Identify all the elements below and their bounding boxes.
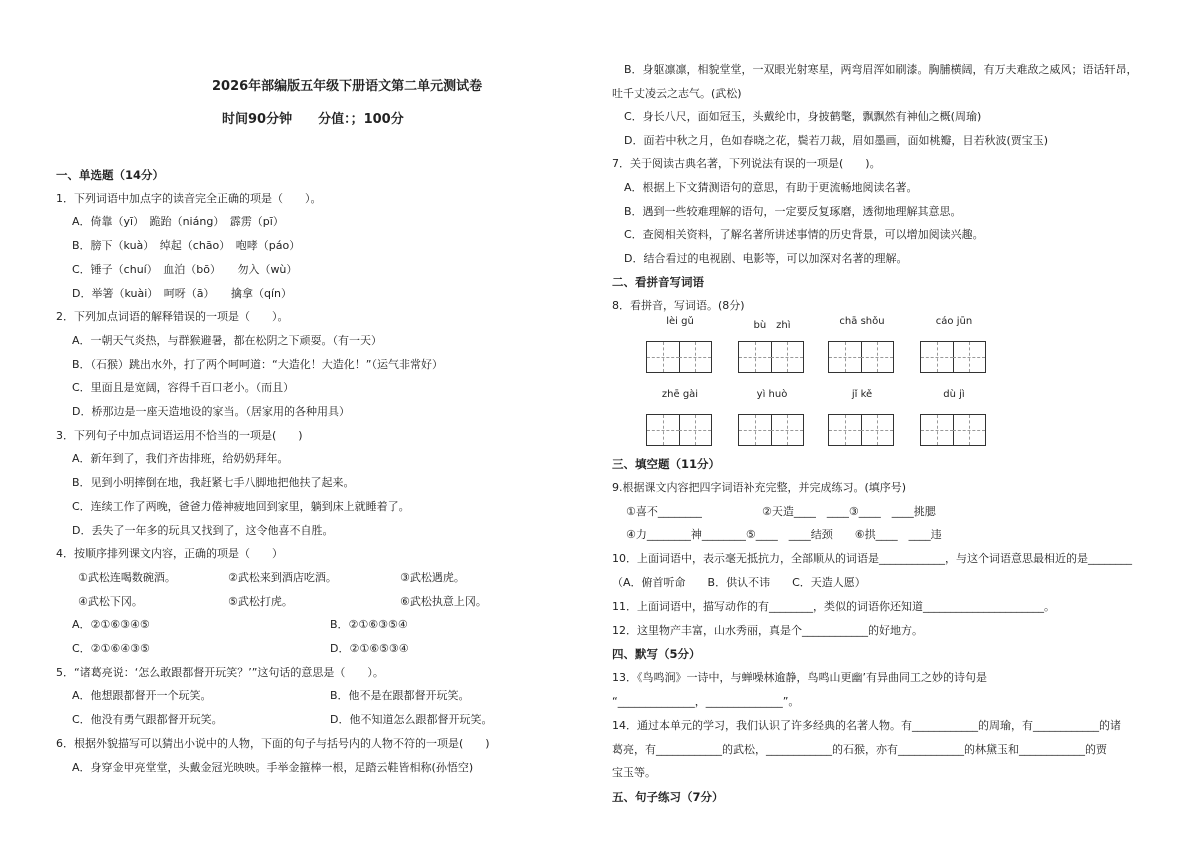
question-line: A．倚靠（yī） 跪跆（niáng） 霹雳（pī） <box>72 215 284 229</box>
question-line: B．遇到一些较难理解的语句，一定要反复琢磨，透彻地理解其意思。 <box>624 204 962 218</box>
tian-zi-ge-box[interactable] <box>920 341 986 373</box>
tian-zi-ge-box[interactable] <box>828 341 894 373</box>
question-line: 2．下列加点词语的解释错误的一项是（ ）。 <box>56 310 289 324</box>
pinyin-label: chā shǒu <box>839 316 885 327</box>
option-text: ③武松遇虎。 <box>400 570 465 584</box>
tian-zi-ge-box[interactable] <box>646 341 712 373</box>
question-line: 吐千丈凌云之志气。(武松) <box>612 86 742 100</box>
pinyin-label: jǐ kě <box>851 389 873 400</box>
option-text: ④力________神________⑤____ ____结颈 ⑥拱____ ____违 <box>626 528 942 542</box>
question-line: 10．上面词语中，表示毫无抵抗力，全部顺从的词语是____________，与这个词语意思最相近的是________ <box>612 552 1132 566</box>
tian-zi-ge-box[interactable] <box>920 414 986 446</box>
option-text: A．他想跟都督开一个玩笑。 <box>72 689 212 703</box>
question-line: 1．下列词语中加点字的读音完全正确的项是（ ）。 <box>56 191 322 205</box>
question-line: 14．通过本单元的学习，我们认识了许多经典的名著人物。有____________的周瑜，有____________的诸 <box>612 718 1121 732</box>
option-text: ①武松连喝数碗酒。 <box>78 570 176 584</box>
question-line: C．连续工作了两晚，爸爸力倦神疲地回到家里，躺到床上就睡着了。 <box>72 499 410 513</box>
question-line: B．身躯凛凛，相貌堂堂，一双眼光射寒星，两弯眉浑如刷漆。胸脯横阔，有万夫难敌之威风；语话轩昂， <box>624 63 1138 76</box>
question-line: D．面若中秋之月，色如春晓之花，鬓若刀裁，眉如墨画，面如桃瓣，目若秋波(贾宝玉) <box>624 133 1049 147</box>
pinyin-label: dù jì <box>943 389 965 400</box>
section-heading: 四、默写（5分） <box>612 647 701 662</box>
pinyin-label: bù zhì <box>753 320 791 331</box>
exam-title: 2026年部编版五年级下册语文第二单元测试卷 <box>212 79 483 94</box>
tian-zi-ge-box[interactable] <box>828 414 894 446</box>
option-text: C．②①⑥④③⑤ <box>72 642 150 655</box>
option-text: ②武松来到酒店吃酒。 <box>228 570 337 584</box>
question-line: 11．上面词语中，描写动作的有________，类似的词语你还知道______________________。 <box>612 599 1055 613</box>
question-line: C．身长八尺，面如冠玉，头戴纶巾，身披鹤氅，飘飘然有神仙之概(周瑜) <box>624 110 982 124</box>
question-line: （A．俯首听命 B．供认不讳 C．天造人愿） <box>612 576 866 589</box>
question-line: C．查阅相关资料，了解名著所讲述事情的历史背景，可以增加阅读兴趣。 <box>624 228 984 242</box>
question-line: A．一朝天气炎热，与群猴避暑，都在松阴之下顽耍。（有一天） <box>72 333 383 347</box>
option-text: ⑤武松打虎。 <box>228 594 293 608</box>
pinyin-label: yì huò <box>756 389 788 400</box>
question-line: D．丢失了一年多的玩具又找到了，这令他喜不自胜。 <box>72 523 334 537</box>
question-line: 5．“诸葛亮说：‘怎么敢跟都督开玩笑？’”这句话的意思是（ ）。 <box>56 665 384 679</box>
question-line: 13．《鸟鸣涧》一诗中，与蝉噪林逾静，鸟鸣山更幽’有异曲同工之妙的诗句是 <box>612 671 987 685</box>
question-line: 3．下列句子中加点词语运用不恰当的一项是( ) <box>56 428 303 442</box>
question-line: C．锤子（chuí） 血泊（bō） 勿入（wù） <box>72 262 298 276</box>
section-heading: 三、填空题（11分） <box>612 457 721 471</box>
option-text: ④武松下冈。 <box>78 594 143 608</box>
exam-subtitle: 时间90分钟 分值：；100分 <box>222 112 404 127</box>
question-line: D．桥那边是一座天造地设的家当。（居家用的各种用具） <box>72 405 350 418</box>
question-line: D．举箸（kuài） 呵呀（ā） 擒拿（qín） <box>72 286 293 300</box>
question-line: B．膀下（kuà） 绰起（chāo） 咆哮（páo） <box>72 239 301 253</box>
question-line: 9.根据课文内容把四字词语补充完整，并完成练习。(填序号) <box>612 480 907 494</box>
option-text: A．②①⑥③④⑤ <box>72 618 150 632</box>
pinyin-label: zhē gài <box>661 389 699 400</box>
tian-zi-ge-box[interactable] <box>738 341 804 373</box>
tian-zi-ge-box[interactable] <box>738 414 804 446</box>
question-line: A．身穿金甲亮堂堂，头戴金冠光映映。手举金箍棒一根，足踏云鞋皆相称(孙悟空) <box>72 760 474 774</box>
question-line: 7．关于阅读古典名著，下列说法有误的一项是( )。 <box>612 157 881 171</box>
pinyin-label: cáo jūn <box>935 316 973 327</box>
tian-zi-ge-box[interactable] <box>646 414 712 446</box>
option-text: B．②①⑥③⑤④ <box>330 618 408 632</box>
question-line: D．结合看过的电视剧、电影等，可以加深对名著的理解。 <box>624 251 908 265</box>
question-line: 6．根据外貌描写可以猜出小说中的人物，下面的句子与括号内的人物不符的一项是( ) <box>56 736 490 750</box>
question-line: 4．按顺序排列课文内容，正确的项是（ ） <box>56 547 283 561</box>
section-heading: 二、看拼音写词语 <box>612 275 704 290</box>
pinyin-label: lèi gǔ <box>666 316 694 327</box>
option-text: ⑥武松执意上冈。 <box>400 594 487 608</box>
section-heading: 五、句子练习（7分） <box>612 790 724 805</box>
option-text: D．②①⑥⑤③④ <box>330 642 409 655</box>
option-text: B．他不是在跟都督开玩笑。 <box>330 689 470 703</box>
option-text: C．他没有勇气跟都督开玩笑。 <box>72 713 223 727</box>
question-line: C．里面且是宽阔，容得千百口老小。（而且） <box>72 381 295 395</box>
option-text: ②天造____ ____③____ ____挑腮 <box>762 504 936 518</box>
section-heading: 一、单选题（14分） <box>56 168 165 182</box>
option-text: ①喜不________ <box>626 504 702 518</box>
question-line: A．新年到了，我们齐齿排班，给奶奶拜年。 <box>72 452 289 466</box>
question-line: B．（石猴）跳出水外，打了两个呵呵道：“大造化！大造化！”（运气非常好） <box>72 357 443 371</box>
question-line: B．见到小明摔倒在地，我赶紧七手八脚地把他扶了起来。 <box>72 476 355 490</box>
question-line: A．根据上下文猜测语句的意思，有助于更流畅地阅读名著。 <box>624 181 918 194</box>
option-text: D．他不知道怎么跟都督开玩笑。 <box>330 713 493 727</box>
question-line: 12．这里物产丰富，山水秀丽，真是个____________的好地方。 <box>612 623 923 637</box>
question-line: “______________，______________”。 <box>612 695 800 708</box>
question-line: 宝玉等。 <box>612 766 656 780</box>
question-line: 8．看拼音，写词语。(8分) <box>612 299 745 312</box>
question-line: 葛亮，有____________的武松，____________的石猴，亦有____________的林黛玉和____________的贾 <box>612 742 1107 756</box>
